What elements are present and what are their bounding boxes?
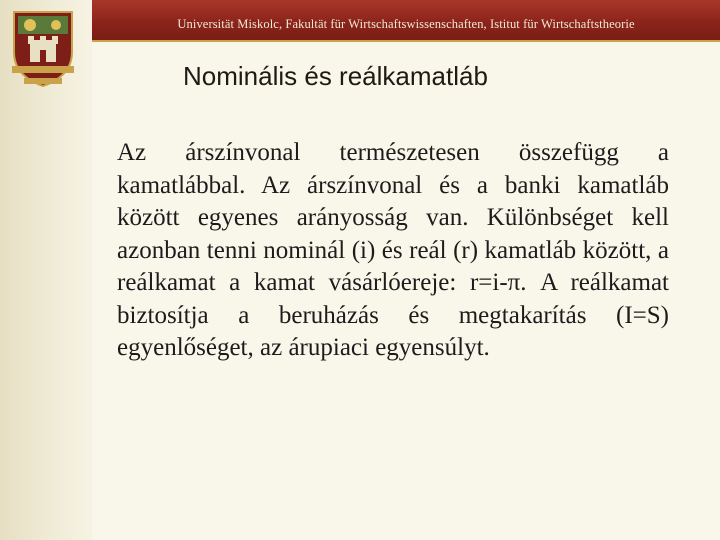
university-crest-icon <box>8 6 78 90</box>
header-text: Universität Miskolc, Fakultät für Wirtschaftswissenschaften, Istitut für Wirtschaftstheorie <box>177 17 635 31</box>
header-bar <box>92 0 720 40</box>
header-divider <box>92 40 720 42</box>
slide-body: Az árszínvonal természetesen összefügg a kamatlábbal. Az árszínvonal és a banki kamatláb között egyenes arányosság van. Különbséget kell azonban tenni nominál (i) és reál (r) kamatláb között, a reálkamat a kamat vásárlóereje: r=i-π. A reálkamat biztosítja a beruházás és megtakarítás (I=S) egyenlőséget, az árupiaci egyensúlyt. <box>117 139 669 361</box>
slide-title: Nominális és reálkamatláb <box>183 61 488 91</box>
